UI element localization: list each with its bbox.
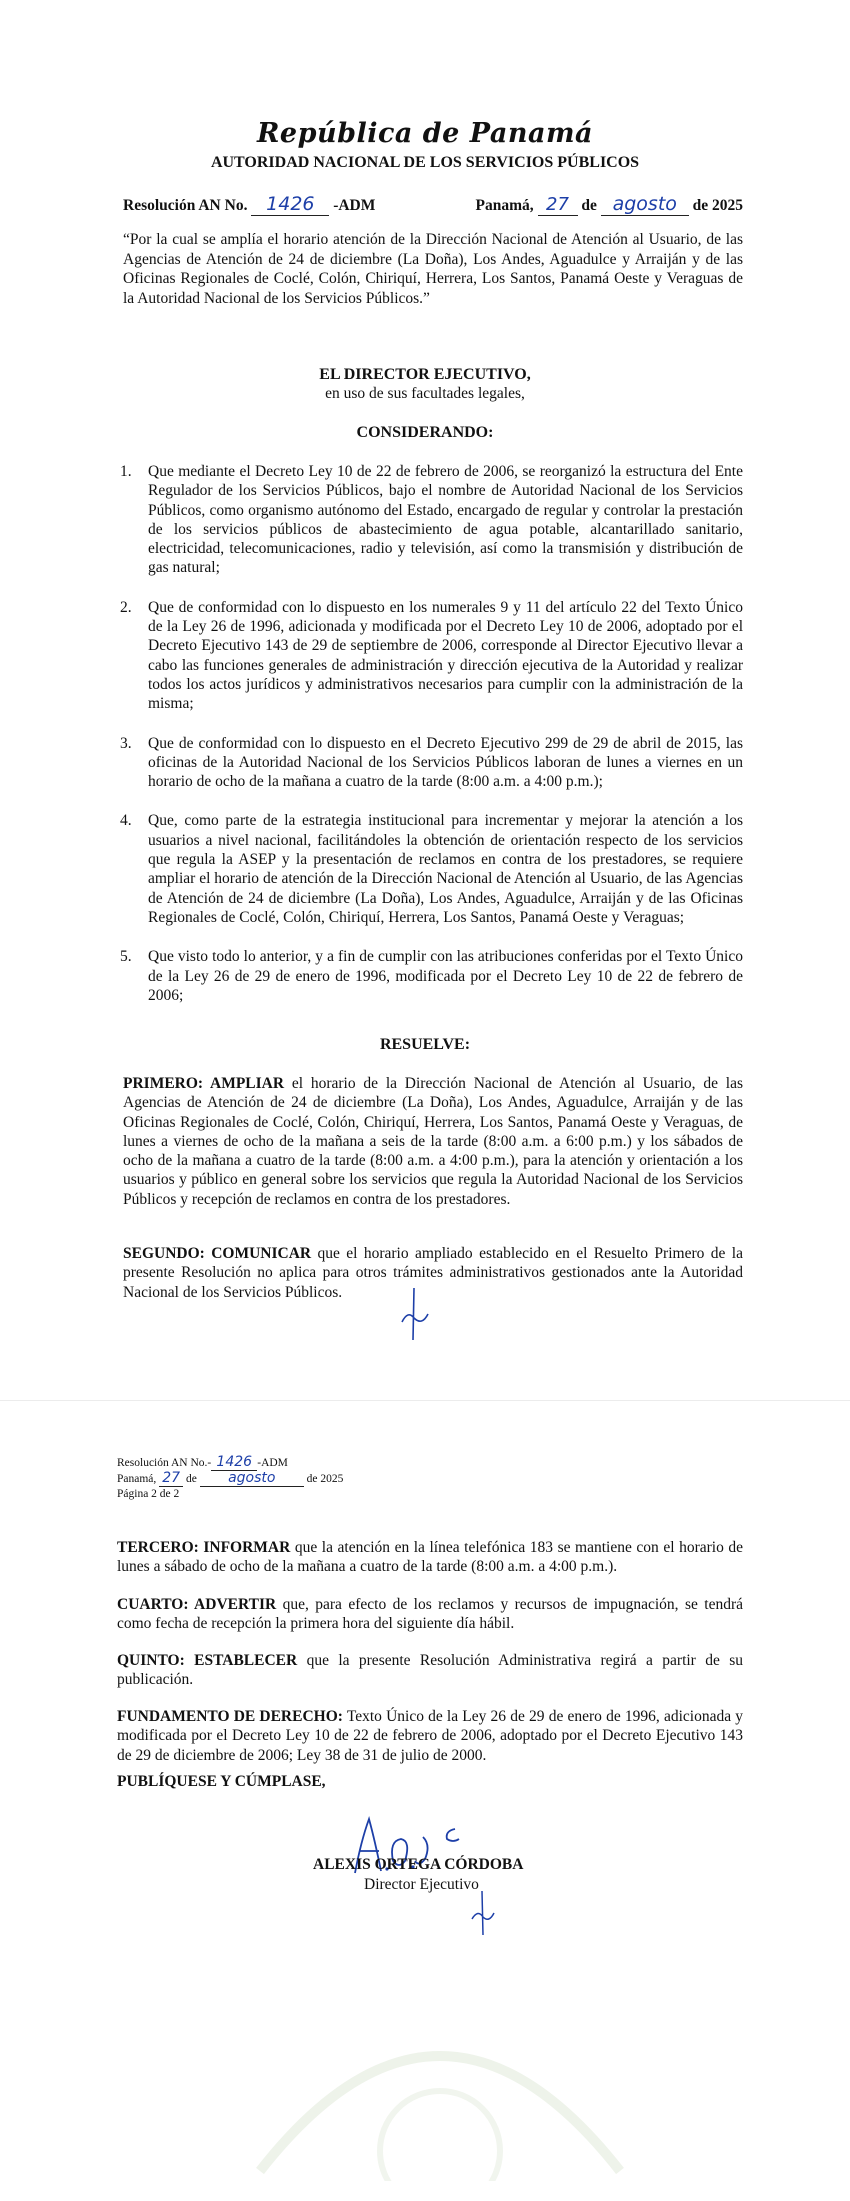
resuelve-heading: RESUELVE: [379,1036,471,1053]
page2-place: Panamá, [117,1473,157,1485]
considerando-list [120,462,743,1025]
page2-page-number: Página 2 de 2 [117,1488,180,1500]
date-day: 27 [538,196,578,216]
page-2 [0,1400,850,2201]
resolution-label: Resolución AN No. [123,197,248,214]
article-label: PRIMERO: AMPLIAR [123,1075,285,1092]
page2-year: de 2025 [306,1473,344,1485]
page2-date-line [117,1471,343,1487]
article-label: QUINTO: ESTABLECER [117,1652,298,1669]
page2-res-number: 1426 [211,1455,257,1471]
place-label: Panamá, [475,197,534,214]
page2-day: 27 [159,1471,183,1487]
date-year: de 2025 [692,197,743,214]
article-cuarto [117,1595,743,1634]
list-item [120,734,743,792]
article-tercero [117,1538,743,1577]
list-item [120,811,743,927]
item-number: 2. [120,598,132,616]
list-item [120,947,743,1005]
signer-name: ALEXIS ORTEGA CÓRDOBA [313,1856,524,1873]
article-text: que la presente Resolución Administrativa regirá a partir de su publicación. [117,1652,743,1689]
page2-res-suffix: -ADM [257,1457,288,1469]
item-text: Que mediante el Decreto Ley 10 de 22 de febrero de 2006, se reorganizó la estructura del Ente Regulador de los Servicios Públicos, bajo el nombre de Autoridad Nacional de los Servicios Públicos, como organismo autónomo del Estado, encargado de regular y controlar la prestación de los servicios públicos de abastecimiento de agua potable, alcantarillado sanitario, electricidad, telecomunicaciones, radio y televisión, así como la transmisión y distribución de gas natural; [148,463,743,577]
item-text: Que, como parte de la estrategia institucional para incrementar y mejorar la atención a los usuarios a nivel nacional, facilitándoles la obtención de orientación respecto de los servicios que regula la ASEP y la presentación de reclamos en contra de los prestadores, se requiere ampliar el horario de atención de la Dirección Nacional de Atención al Usuario, de las Agencias de Atención de 24 de diciembre (La Doña), Los Andes, Aguadulce, Arraiján y de las Oficinas Regionales de Coclé, Colón, Chiriquí, Herrera, Los Santos, Panamá Oeste y Veraguas; [148,812,743,926]
article-label: CUARTO: ADVERTIR [117,1596,277,1613]
page2-month: agosto [200,1471,304,1487]
item-number: 5. [120,948,132,966]
page2-res-label: Resolución AN No.- [117,1457,212,1469]
considerando-heading: CONSIDERANDO: [356,424,494,441]
page2-header [117,1455,343,1502]
date-month: agosto [601,195,689,216]
article-text: que la atención en la línea telefónica 183 se mantiene con el horario de lunes a sábado de ocho de la mañana a cuatro de la tarde (8:00 a.m. a 4:00 p.m.). [117,1539,743,1576]
article-label: FUNDAMENTO DE DERECHO: [117,1708,343,1725]
article-text: Texto Único de la Ley 26 de 29 de enero de 1996, adicionada y modificada por el Decreto Ley 10 de 22 de febrero de 2006, adoptado por el Decreto Ejecutivo 143 de 29 de diciembre de 2006; Ley 38 de 31 de julio de 2000. [117,1708,743,1764]
signer-role: Director Ejecutivo [364,1876,479,1893]
article-text: el horario de la Dirección Nacional de Atención al Usuario, de las Agencias de Atención de 24 de diciembre (La Doña), Los Andes, Aguadulce, Arraiján y de las Oficinas Regionales de Coclé, Colón, Chiriquí, Herrera, Los Santos, Panamá Oeste y Veraguas, de lunes a viernes de ocho de la mañana a seis de la tarde (8:00 a.m. a 6:00 p.m.) y los sábados de ocho de la mañana a cuatro de la tarde (8:00 a.m. a 4:00 p.m.), para la atención y orientación a los usuarios y público en general sobre los servicios que regula la Autoridad Nacional de los Servicios Públicos y recepción de reclamos en contra de los prestadores. [123,1075,743,1208]
article-text: que el horario ampliado establecido en el Resuelto Primero de la presente Resolución no aplica para otros trámites administrativos gestionados ante la Autoridad Nacional de los Servicios Públicos. [123,1245,743,1301]
resolution-suffix: -ADM [333,197,376,214]
page2-resolution-line [117,1455,343,1471]
item-number: 1. [120,463,132,480]
article-label: SEGUNDO: COMUNICAR [123,1245,312,1262]
faint-seal-watermark [240,1981,640,2181]
item-text: Que de conformidad con lo dispuesto en el Decreto Ejecutivo 299 de 29 de abril de 2015, las oficinas de la Autoridad Nacional de los Servicios Públicos laboran de lunes a viernes en un horario de ocho de la mañana a cuatro de la tarde (8:00 a.m. a 4:00 p.m.); [148,734,743,791]
article-quinto [117,1651,743,1690]
resolution-abstract: “Por la cual se amplía el horario atención de la Dirección Nacional de Atención al Usuario, de las Agencias de Atención de 24 de diciembre (La Doña), Los Andes, Aguadulce y Arraiján y de las Oficinas Regionales de Coclé, Colón, Chiriquí, Herrera, Los Santos, Panamá Oeste y Veraguas de la Autoridad Nacional de los Servicios Públicos.” [123,231,743,307]
resolution-number: 1426 [251,195,329,216]
article-text: que, para efecto de los reclamos y recursos de impugnación, se tendrá como fecha de recepción la primera hora del siguiente día hábil. [117,1596,743,1633]
article-label: TERCERO: INFORMAR [117,1539,291,1556]
list-item [120,598,743,714]
initials-mark [394,1284,434,1344]
fundamento-de-derecho [117,1707,743,1765]
article-primero [123,1074,743,1209]
item-number: 4. [120,812,132,830]
item-number: 3. [120,734,132,752]
item-text: Que de conformidad con lo dispuesto en los numerales 9 y 11 del artículo 22 del Texto Único de la Ley 26 de 1996, adicionada y modificada por el Decreto Ley 10 de 2006, adoptado por el Decreto Ejecutivo 143 de 29 de septiembre de 2006, corresponde al Director Ejecutivo llevar a cabo las funciones generales de administración y dirección ejecutiva de la Autoridad y realizar todos los actos jurídicos y administrativos necesarios para cumplir con la administración de la misma; [148,598,743,713]
director-title: EL DIRECTOR EJECUTIVO, [319,366,531,383]
director-subtitle: en uso de sus facultades legales, [325,385,525,402]
authority-heading: AUTORIDAD NACIONAL DE LOS SERVICIOS PÚBLICOS [210,154,640,171]
list-item [120,462,743,578]
closing-formula: PUBLÍQUESE Y CÚMPLASE, [117,1773,326,1790]
republic-heading: República de Panamá [256,118,594,149]
date-de: de [581,197,597,214]
page2-de: de [186,1473,197,1485]
initials-mark [468,1889,498,1939]
item-text: Que visto todo lo anterior, y a fin de cumplir con las atribuciones conferidas por el Texto Único de la Ley 26 de 29 de enero de 1996, modificada por el Decreto Ley 10 de 22 de febrero de 2006; [148,948,743,1004]
